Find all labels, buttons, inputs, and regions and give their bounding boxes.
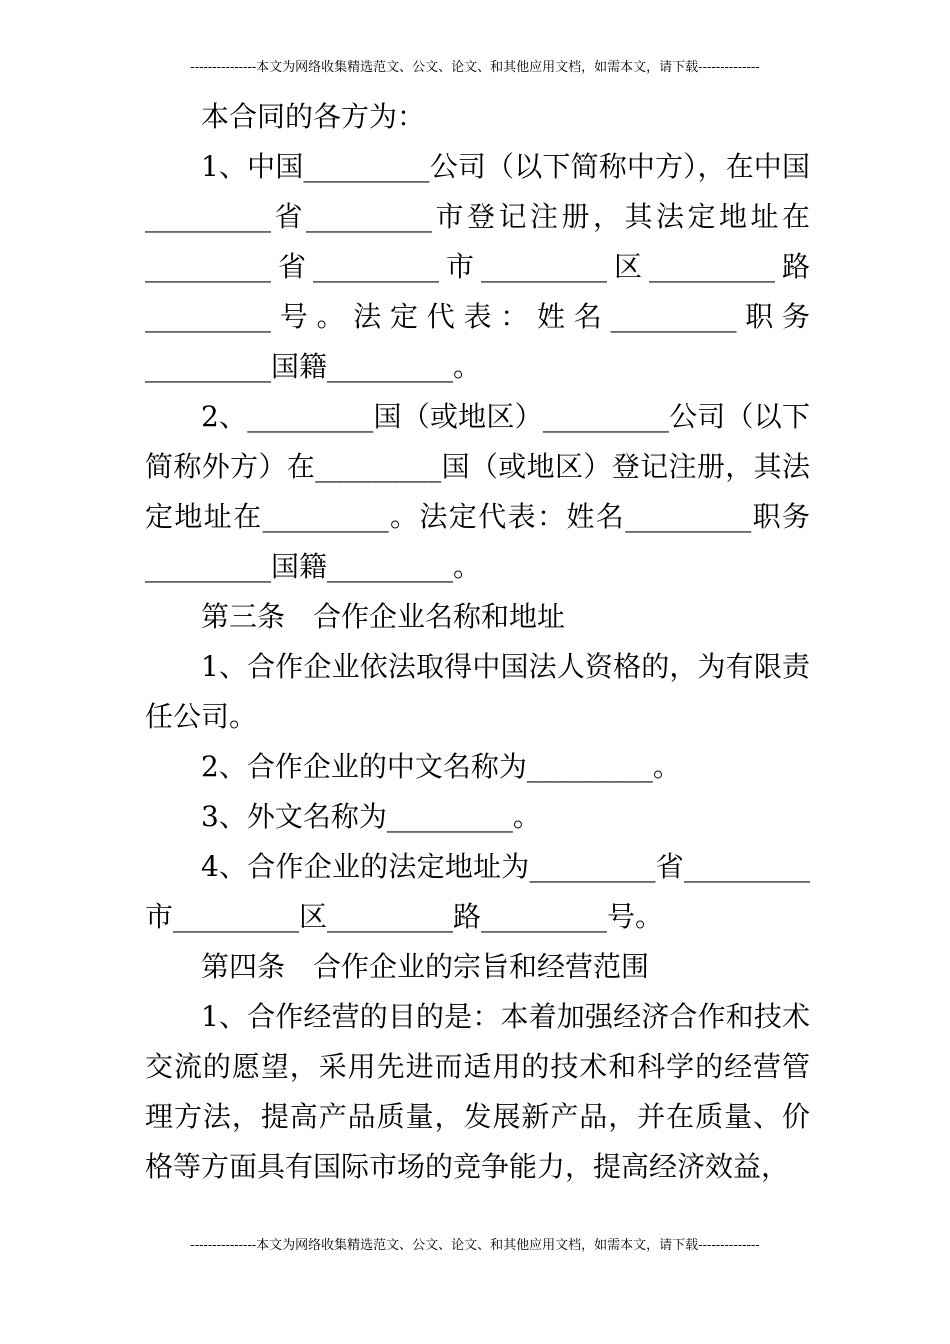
article-3-number: 第三条 <box>201 600 286 633</box>
article-4-item-1: 1、合作经营的目的是：本着加强经济合作和技术交流的愿望，采用先进而适用的技术和科学的经营管理方法，提高产品质量，发展新产品，并在质量、价格等方面具有国际市场的竞争能力，提高经济效益， <box>145 1000 810 1183</box>
article-3-item-4: 4、合作企业的法定地址为_________省_________市_________区_________路_________号。 <box>145 850 810 933</box>
article-4-title: 合作企业的宗旨和经营范围 <box>313 950 650 983</box>
party-foreign: 2、_________国（或地区）_________公司（以下简称外方）在_________国（或地区）登记注册，其法定地址在_________。法定代表：姓名_________职务_________国籍_________。 <box>145 400 810 583</box>
article-3-item-2: 2、合作企业的中文名称为_________。 <box>201 750 681 783</box>
page-header: ---------------本文为网络收集精选范文、公文、论文、和其他应用文档，如需本文，请下载-------------- <box>190 60 760 75</box>
article-3-item-3: 3、外文名称为_________。 <box>201 800 541 833</box>
article-3-item-1: 1、合作企业依法取得中国法人资格的，为有限责任公司。 <box>145 650 810 733</box>
document-body <box>145 92 810 1192</box>
article-4-heading <box>145 942 810 992</box>
parties-intro: 本合同的各方为： <box>201 100 426 133</box>
article-4-number: 第四条 <box>201 950 286 983</box>
article-3-title: 合作企业名称和地址 <box>313 600 566 633</box>
article-3-heading <box>145 592 810 642</box>
page-footer: ---------------本文为网络收集精选范文、公文、论文、和其他应用文档，如需本文，请下载-------------- <box>190 1238 760 1253</box>
party-chinese: 1、中国_________公司（以下简称中方），在中国_________省_________市登记注册，其法定地址在_________省_________市_________区_________路_________号。法定代表：姓名_________职务_________国籍_________。 <box>145 150 810 383</box>
